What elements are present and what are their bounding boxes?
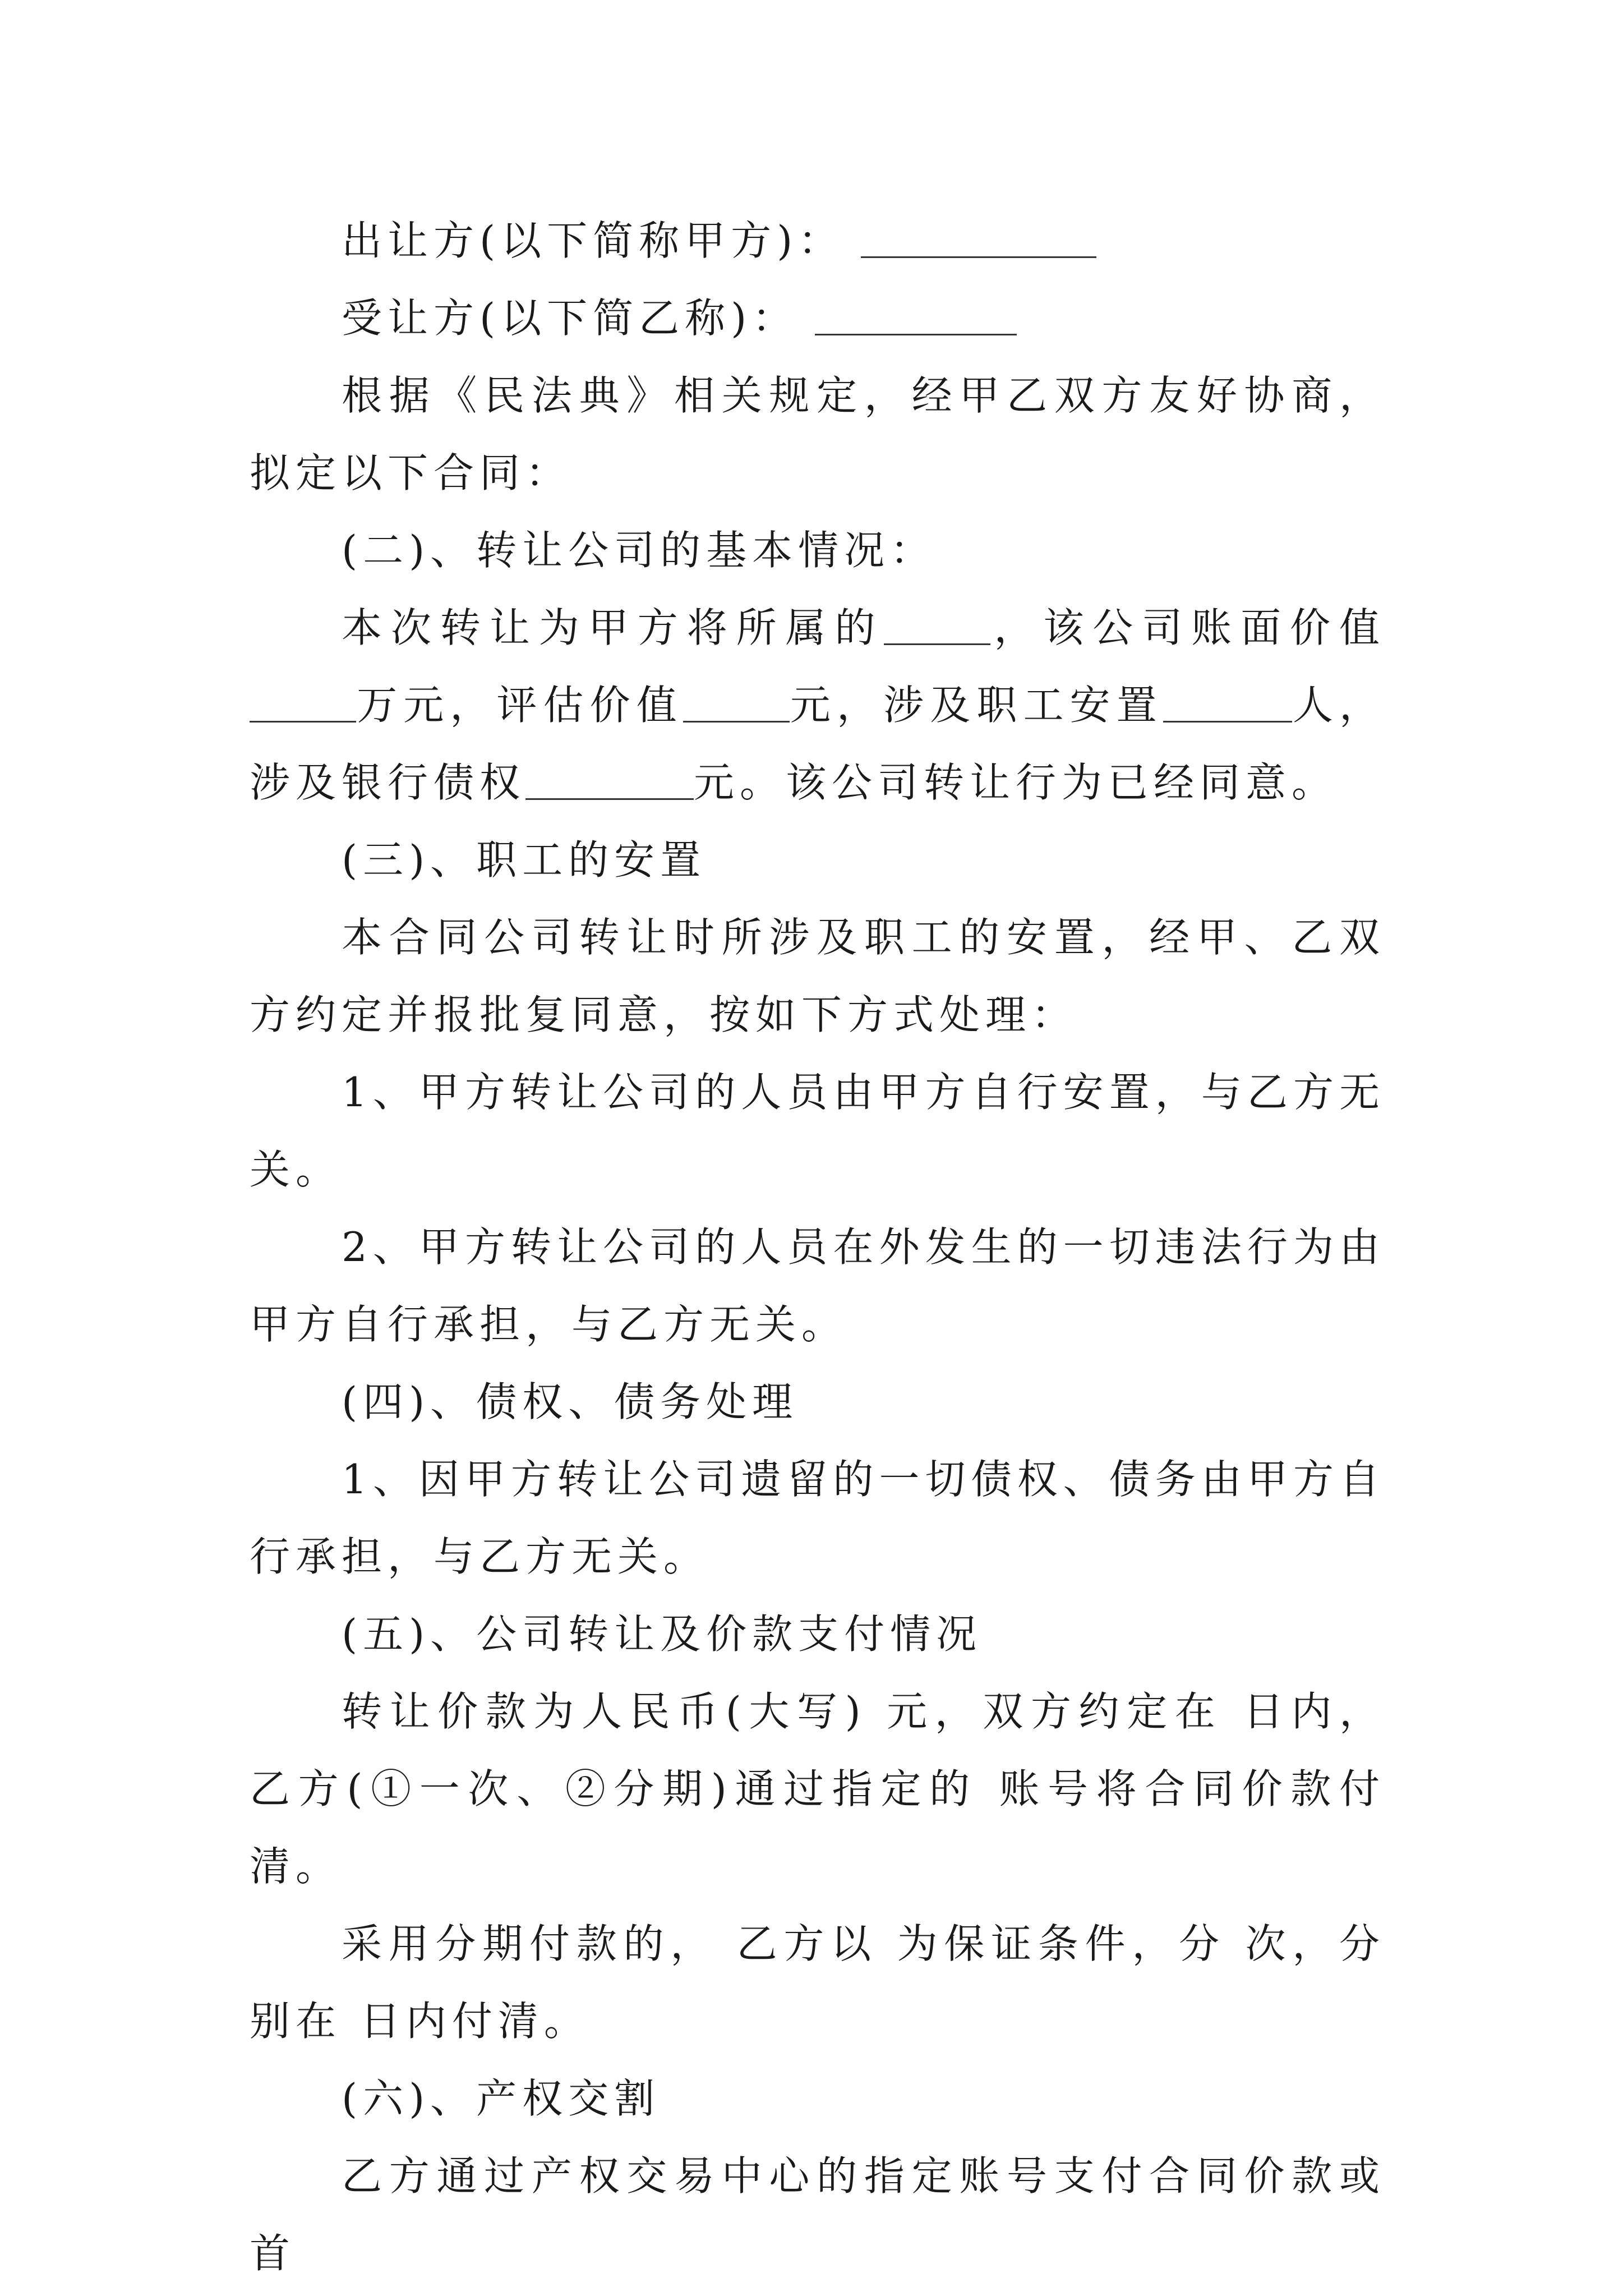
section-5-paragraph-1: 转让价款为人民币(大写) 元，双方约定在 日内，乙方(①一次、②分期)通过指定的 账号将合同价款付清。 [250,1688,1385,1890]
sec2-text-d: 元，涉及职工安置 [789,682,1163,729]
sec2-text-a: 本次转让为甲方将所属的 [342,604,884,651]
section-3-title: (三)、职工的安置 [342,836,707,884]
sec2-text-b: ，该公司账面价值 [990,604,1385,651]
appraised-value-blank[interactable] [683,682,790,723]
section-2-title: (二)、转让公司的基本情况： [342,527,937,574]
company-blank[interactable] [884,604,990,645]
section-5-title: (五)、公司转让及价款支付情况 [342,1611,983,1658]
section-2-paragraph [250,589,1385,821]
transferee-label: 受让方(以下简乙称)： [342,295,799,342]
sec2-text-f: 元。该公司转让行为已经同意。 [694,759,1338,806]
bank-claim-blank[interactable] [525,759,694,800]
book-value-blank[interactable] [250,682,356,723]
section-5-paragraph-2: 采用分期付款的， 乙方以 为保证条件，分 次，分别在 日内付清。 [250,1920,1385,2045]
section-3-item-1: 1、甲方转让公司的人员由甲方自行安置，与乙方无关。 [250,1069,1385,1193]
transferee-line [250,279,1385,357]
section-6-title: (六)、产权交割 [342,2075,661,2122]
section-4-item-1: 1、因甲方转让公司遗留的一切债权、债务由甲方自行承担，与乙方无关。 [250,1456,1385,1580]
contract-body [250,202,1385,2292]
section-4-title: (四)、债权、债务处理 [342,1378,799,1425]
section-6-paragraph: 乙方通过产权交易中心的指定账号支付合同价款或首 [250,2152,1385,2277]
section-3-item-2: 2、甲方转让公司的人员在外发生的一切违法行为由甲方自行承担，与乙方无关。 [250,1223,1385,1348]
intro-paragraph: 根据《民法典》相关规定，经甲乙双方友好协商，拟定以下合同： [250,372,1385,496]
transferor-label: 出让方(以下简称甲方)： [342,217,845,264]
employee-count-blank[interactable] [1163,682,1292,723]
section-3-paragraph: 本合同公司转让时所涉及职工的安置，经甲、乙双方约定并报批复同意，按如下方式处理： [250,914,1385,1038]
transferor-line [250,202,1385,279]
transferee-blank[interactable] [815,295,1017,335]
transferor-blank[interactable] [861,217,1096,258]
sec2-text-e: 人，涉及银行债权 [250,682,1385,806]
sec2-text-c: 万元，评估价值 [356,682,683,729]
